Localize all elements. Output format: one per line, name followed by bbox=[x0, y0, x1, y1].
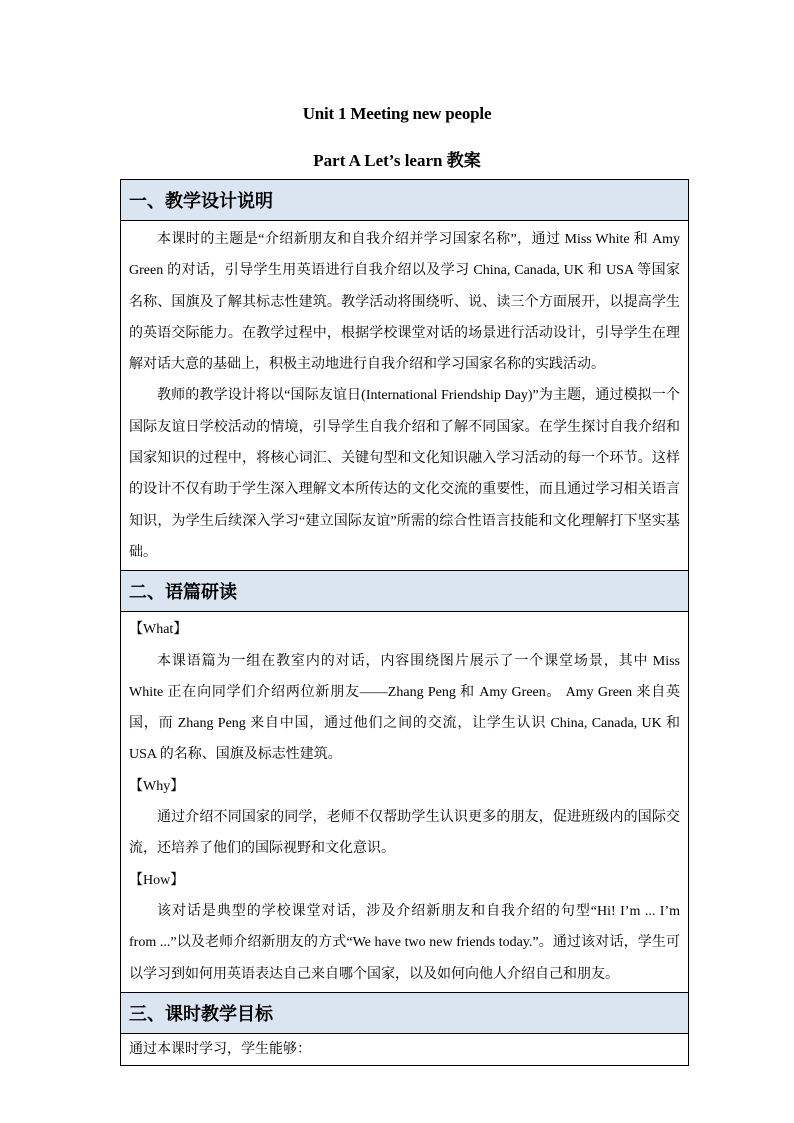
section-body-text-analysis bbox=[121, 612, 689, 993]
what-tag: 【What】 bbox=[129, 622, 188, 638]
section-body-objectives bbox=[121, 1033, 689, 1065]
why-tag: 【Why】 bbox=[129, 778, 185, 794]
objectives-intro: 通过本课时学习，学生能够： bbox=[129, 1041, 311, 1057]
design-paragraph-1: 本课时的主题是“介绍新朋友和自我介绍并学习国家名称”，通过 Miss White 和 Amy Green 的对话，引导学生用英语进行自我介绍以及学习 China, Canada, UK 和 USA 等国家名称、国旗及了解其标志性建筑。教学活动将围绕听、说、读三个方面展开，以提高学生的英语交际能力。在教学过程中，根据学校课堂对话的场景进行活动设计，引导学生在理解对话大意的基础上，积极主动地进行自我介绍和学习国家名称的实践活动。 bbox=[129, 232, 680, 373]
section-body-row bbox=[121, 612, 689, 993]
section-heading-objectives: 三、课时教学目标 bbox=[121, 992, 689, 1033]
section-heading-text-analysis: 二、语篇研读 bbox=[121, 571, 689, 612]
section-body-row bbox=[121, 221, 689, 571]
section-body-row bbox=[121, 1033, 689, 1065]
lesson-plan-table bbox=[120, 179, 689, 1066]
section-heading-row bbox=[121, 180, 689, 221]
section-heading-row bbox=[121, 571, 689, 612]
section-heading-design: 一、教学设计说明 bbox=[121, 180, 689, 221]
what-paragraph: 本课语篇为一组在教室内的对话，内容围绕图片展示了一个课堂场景，其中 Miss White 正在向同学们介绍两位新朋友——Zhang Peng 和 Amy Green。 Amy Green 来自英国，而 Zhang Peng 来自中国，通过他们之间的交流，让学生认识 China, Canada, UK 和 USA 的名称、国旗及标志性建筑。 bbox=[129, 653, 680, 763]
document-subtitle: Part A Let’s learn 教案 bbox=[313, 151, 481, 170]
design-paragraph-2: 教师的教学设计将以“国际友谊日(International Friendship Day)”为主题，通过模拟一个国际友谊日学校活动的情境，引导学生自我介绍和了解不同国家。在学生探讨自我介绍和国家知识的过程中，将核心词汇、关键句型和文化知识融入学习活动的每一个环节。这样的设计不仅有助于学生深入理解文本所传达的文化交流的重要性，而且通过学习相关语言知识，为学生后续深入学习“建立国际友谊”所需的综合性语言技能和文化理解打下坚实基础。 bbox=[129, 388, 680, 560]
how-paragraph: 该对话是典型的学校课堂对话，涉及介绍新朋友和自我介绍的句型“Hi! I’m ... I’m from ...”以及老师介绍新朋友的方式“We have two new friends today.”。通过该对话，学生可以学习到如何用英语表达自己来自哪个国家，以及如何向他人介绍自己和朋友。 bbox=[129, 903, 680, 982]
how-tag: 【How】 bbox=[129, 872, 185, 888]
section-heading-row bbox=[121, 992, 689, 1033]
why-paragraph: 通过介绍不同国家的同学，老师不仅帮助学生认识更多的朋友，促进班级内的国际交流，还培养了他们的国际视野和文化意识。 bbox=[129, 810, 680, 857]
document-title: Unit 1 Meeting new people bbox=[302, 104, 492, 123]
section-body-design bbox=[121, 221, 689, 571]
